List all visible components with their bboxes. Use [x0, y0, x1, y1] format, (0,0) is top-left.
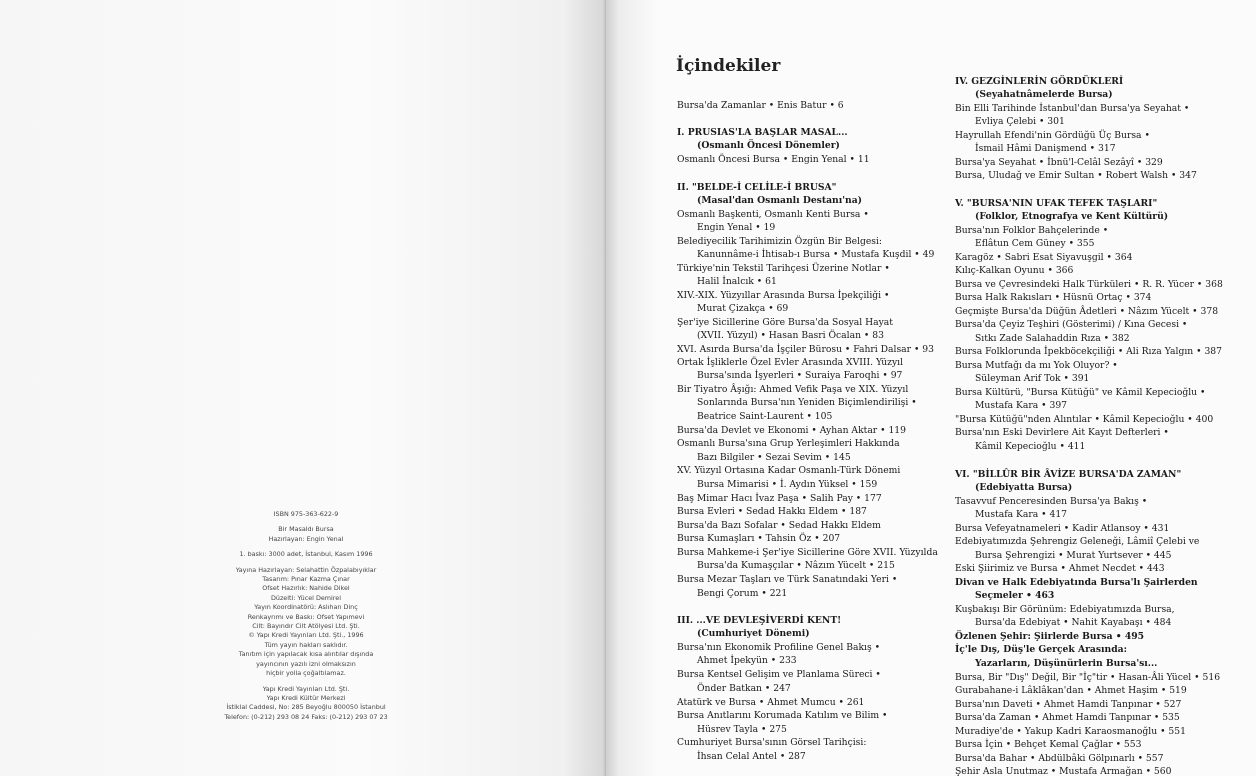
- toc-entry: Osmanlı Öncesi Bursa • Engin Yenal • 11: [677, 154, 870, 165]
- toc-section-heading: VI. "BİLLÛR BİR ÂVİZE BURSA'DA ZAMAN": [955, 469, 1182, 480]
- toc-entry: Kılıç-Kalkan Oyunu • 366: [955, 265, 1074, 276]
- toc-entry: Önder Batkan • 247: [697, 683, 791, 694]
- editor: Hazırlayan: Engin Yenal: [268, 534, 344, 543]
- toc-entry: Bursa Mutfağı da mı Yok Oluyor? •: [955, 360, 1118, 371]
- toc-entry: Mustafa Kara • 397: [975, 400, 1068, 411]
- staff-line: Cilt: Bayındır Cilt Atölyesi Ltd. Şti.: [252, 622, 360, 631]
- staff-line: hiçbir yolla çoğaltılamaz.: [266, 669, 346, 678]
- toc-entry: Bursa'sında İşyerleri • Suraiya Faroqhi • 97: [697, 370, 903, 381]
- toc-entry: Bursa'da Devlet ve Ekonomi • Ayhan Aktar • 119: [677, 425, 906, 436]
- toc-section-subtitle: (Folklor, Etnografya ve Kent Kültürü): [975, 211, 1169, 222]
- toc-entry: (XVII. Yüzyıl) • Hasan Basri Öcalan • 83: [697, 330, 884, 341]
- toc-section-heading: II. "BELDE-İ CELİLE-İ BRUSA": [677, 182, 837, 193]
- toc-entry: Eflâtun Cem Güney • 355: [975, 238, 1095, 249]
- toc-entry: Mustafa Kara • 417: [975, 509, 1068, 520]
- toc-entry: Bursa Mimarisi • İ. Aydın Yüksel • 159: [697, 479, 878, 490]
- toc-entry: Bursa Kentsel Gelişim ve Planlama Süreci •: [677, 669, 881, 680]
- toc-entry: Karagöz • Sabri Esat Siyavuşgil • 364: [955, 252, 1133, 263]
- toc-entry: Bursa'da Zamanlar • Enis Batur • 6: [677, 100, 844, 111]
- toc-section-heading: IV. GEZGİNLERİN GÖRDÜKLERİ: [955, 76, 1124, 87]
- toc-entry: Bursa Şehrengizi • Murat Yurtsever • 445: [975, 550, 1172, 561]
- toc-entry: Bursa'da Zaman • Ahmet Hamdi Tanpınar • 535: [955, 712, 1180, 723]
- toc-section-heading: III. ...VE DEVLEŞİVERDİ KENT!: [677, 615, 842, 626]
- edition: 1. baskı: 3000 adet, İstanbul, Kasım 1996: [239, 550, 373, 559]
- toc-entry: Bursa, Uludağ ve Emir Sultan • Robert Walsh • 347: [955, 170, 1197, 181]
- toc-entry: Bursa'da Çeyiz Teşhiri (Gösterimi) / Kına Gecesi •: [955, 319, 1188, 330]
- toc-entry: Bursa'da Kumaşçılar • Nâzım Yücelt • 215: [697, 560, 895, 571]
- toc-entry: Bursa'nın Ekonomik Profiline Genel Bakış •: [677, 642, 881, 653]
- toc-entry: Hüsrev Tayla • 275: [697, 724, 787, 735]
- toc-entry: Gurabahane-i Lâklâkan'dan • Ahmet Haşim • 519: [955, 685, 1187, 696]
- toc-entry: Murat Çizakça • 69: [697, 303, 789, 314]
- toc-entry: Beatrice Saint-Laurent • 105: [697, 411, 833, 422]
- toc-entry: Eski Şiirimiz ve Bursa • Ahmet Necdet • 443: [955, 563, 1165, 574]
- colophon: [188, 510, 424, 722]
- toc-entry: Bursa Kumaşları • Tahsin Öz • 207: [677, 533, 841, 544]
- staff-line: © Yapı Kredi Yayınları Ltd. Şti., 1996: [248, 631, 364, 640]
- toc-entry: Türkiye'nin Tekstil Tarihçesi Üzerine Notlar •: [677, 263, 890, 274]
- toc-section-subtitle: (Osmanlı Öncesi Dönemler): [697, 140, 840, 151]
- page-title: İçindekiler: [676, 56, 781, 76]
- toc-section-heading: İç'le Dış, Düş'le Gerçek Arasında:: [955, 644, 1128, 655]
- toc-entry: Bursa İçin • Behçet Kemal Çağlar • 553: [955, 739, 1142, 750]
- toc-entry: Bursa Mahkeme-i Şer'iye Sicillerine Göre XVII. Yüzyılda: [677, 547, 938, 558]
- toc-entry: Cumhuriyet Bursa'sının Görsel Tarihçisi:: [677, 737, 867, 748]
- toc-entry: Bengi Çorum • 221: [697, 588, 788, 599]
- toc-entry: Ahmet İpekyün • 233: [697, 655, 797, 666]
- toc-entry: Engin Yenal • 19: [697, 222, 776, 233]
- toc-entry: Bursa Mezar Taşları ve Türk Sanatındaki Yeri •: [677, 574, 898, 585]
- toc-entry: Bursa'nın Folklor Bahçelerinde •: [955, 225, 1109, 236]
- toc-entry: Sonlarında Bursa'nın Yeniden Biçimlendirilişi •: [697, 397, 917, 408]
- staff-line: Yayına Hazırlayan: Selahattin Özpalabıyıklar: [235, 565, 377, 574]
- toc-entry: Evliya Çelebi • 301: [975, 116, 1065, 127]
- toc-section-subtitle: Yazarların, Düşünürlerin Bursa'sı...: [975, 658, 1158, 669]
- toc-section-heading: I. PRUSIAS'LA BAŞLAR MASAL...: [677, 127, 848, 138]
- toc-entry: Bursa, Bir "Dış" Değil, Bir "İç"tir • Hasan-Âli Yücel • 516: [955, 672, 1221, 683]
- toc-entry: Geçmişte Bursa'da Düğün Âdetleri • Nâzım Yücelt • 378: [955, 306, 1219, 317]
- toc-entry: Bursa'da Edebiyat • Nahit Kayabaşı • 484: [975, 617, 1172, 628]
- toc-section-subtitle: (Edebiyatta Bursa): [975, 482, 1073, 493]
- toc-section-subtitle: (Seyahatnâmelerde Bursa): [975, 89, 1113, 100]
- toc-entry: Bursa'nın Daveti • Ahmet Hamdi Tanpınar • 527: [955, 699, 1182, 710]
- toc-entry: Süleyman Arif Tok • 391: [975, 373, 1090, 384]
- staff-line: Düzelti: Yücel Demirel: [270, 593, 342, 602]
- toc-entry: Bursa'nın Eski Devirlere Ait Kayıt Defterleri •: [955, 427, 1169, 438]
- staff-list: [188, 566, 424, 679]
- toc-entry: Bursa Anıtlarını Korumada Katılım ve Bilim •: [677, 710, 888, 721]
- toc-entry: Bursa Halk Rakısları • Hüsnü Ortaç • 374: [955, 292, 1152, 303]
- toc-entry: XV. Yüzyıl Ortasına Kadar Osmanlı-Türk Dönemi: [677, 465, 901, 476]
- toc-entry: Bursa Evleri • Sedad Hakkı Eldem • 187: [677, 506, 867, 517]
- isbn: ISBN 975-363-622-9: [273, 510, 339, 518]
- toc-entry: İsmail Hâmi Danişmend • 317: [975, 143, 1116, 154]
- toc-entry: Bursa Folklorunda İpekböcekçiliği • Ali Rıza Yalgın • 387: [955, 346, 1223, 357]
- publisher-line: Yapı Kredi Kültür Merkezi: [266, 693, 346, 702]
- publisher-line: Telefon: (0-212) 293 08 24 Faks: (0-212) 293 07 23: [224, 712, 388, 721]
- toc-entry: Bursa Kültürü, "Bursa Kütüğü" ve Kâmil Kepecioğlu •: [955, 387, 1206, 398]
- staff-line: Tasarım: Pınar Kazma Çınar: [262, 575, 350, 584]
- toc-entry: Osmanlı Bursa'sına Grup Yerleşimleri Hakkında: [677, 438, 900, 449]
- toc-entry: İhsan Celal Antel • 287: [697, 751, 806, 762]
- toc-section-subtitle: Seçmeler • 463: [975, 590, 1055, 601]
- toc-entry: XIV.-XIX. Yüzyıllar Arasında Bursa İpekçiliği •: [677, 290, 890, 301]
- toc-entry: Bursa Vefeyatnameleri • Kadir Atlansoy • 431: [955, 523, 1170, 534]
- toc-section-subtitle: (Cumhuriyet Dönemi): [697, 628, 810, 639]
- toc-entry: Kâmil Kepecioğlu • 411: [975, 441, 1086, 452]
- toc-entry: Bursa'ya Seyahat • İbnü'l-Celâl Sezâyî • 329: [955, 157, 1163, 168]
- staff-line: Renkayrımı ve Baskı: Ofset Yapımevi: [247, 612, 365, 621]
- staff-line: yayıncının yazılı izni olmaksızın: [256, 659, 356, 668]
- publisher-line: Yapı Kredi Yayınları Ltd. Şti.: [262, 684, 350, 693]
- staff-line: Ofset Hazırlık: Nahide Dikel: [262, 584, 350, 593]
- toc-entry: Bursa'da Bazı Sofalar • Sedad Hakkı Eldem: [677, 520, 881, 531]
- toc-entry: Bazı Bilgiler • Sezai Sevim • 145: [697, 452, 851, 463]
- toc-section-subtitle: (Masal'dan Osmanlı Destanı'na): [697, 195, 863, 206]
- toc-entry: Bir Tiyatro Âşığı: Ahmed Vefik Paşa ve XIX. Yüzyıl: [677, 384, 909, 395]
- toc-entry: XVI. Asırda Bursa'da İşçiler Bürosu • Fahri Dalsar • 93: [677, 344, 934, 355]
- toc-entry: Sıtkı Zade Salahaddin Rıza • 382: [975, 333, 1130, 344]
- publisher-line: İstiklal Caddesi, No: 285 Beyoğlu 800050 İstanbul: [226, 703, 386, 712]
- toc-entry: Halil İnalcık • 61: [697, 276, 777, 287]
- toc-entry: "Bursa Kütüğü"nden Alıntılar • Kâmil Kepecioğlu • 400: [955, 414, 1214, 425]
- toc-entry: Bursa ve Çevresindeki Halk Türküleri • R. R. Yücer • 368: [955, 279, 1223, 290]
- toc-section-heading: Divan ve Halk Edebiyatında Bursa'lı Şairlerden: [955, 577, 1198, 588]
- toc-entry: Bursa'da Bahar • Abdülbâki Gölpınarlı • 557: [955, 753, 1164, 764]
- toc-entry: Baş Mimar Hacı İvaz Paşa • Salih Pay • 177: [677, 493, 882, 504]
- toc-entry: Atatürk ve Bursa • Ahmet Mumcu • 261: [677, 697, 865, 708]
- staff-line: Tüm yayın hakları saklıdır.: [264, 640, 348, 649]
- toc-entry: Hayrullah Efendi'nin Gördüğü Üç Bursa •: [955, 130, 1150, 141]
- toc-entry: Kanunnâme-i İhtisab-ı Bursa • Mustafa Kuşdil • 49: [697, 249, 935, 260]
- toc-entry: Tasavvuf Penceresinden Bursa'ya Bakış •: [955, 496, 1148, 507]
- toc-entry: Muradiye'de • Yakup Kadri Karaosmanoğlu • 551: [955, 726, 1186, 737]
- toc-entry: Belediyecilik Tarihimizin Özgün Bir Belgesi:: [677, 236, 883, 247]
- toc-entry: Şer'iye Sicillerine Göre Bursa'da Sosyal Hayat: [677, 317, 893, 328]
- left-page: [0, 0, 606, 776]
- toc-entry: Osmanlı Başkenti, Osmanlı Kenti Bursa •: [677, 209, 869, 220]
- toc-section-heading: V. "BURSA'NIN UFAK TEFEK TAŞLARI": [955, 198, 1158, 209]
- book-title: Bir Masaldı Bursa: [278, 525, 334, 534]
- toc-section-heading: Özlenen Şehir: Şiirlerde Bursa • 495: [955, 631, 1144, 642]
- staff-line: Yayın Koordinatörü: Aslıhan Dinç: [254, 603, 358, 612]
- staff-line: Tanıtım için yapılacak kısa alıntılar dışında: [238, 650, 374, 659]
- toc-entry: Şehir Asla Unutmaz • Mustafa Armağan • 560: [955, 766, 1172, 776]
- toc-entry: Bin Elli Tarihinde İstanbul'dan Bursa'ya Seyahat •: [955, 103, 1190, 114]
- publisher-info: [188, 685, 424, 723]
- toc-entry: Kuşbakışı Bir Görünüm: Edebiyatımızda Bursa,: [955, 604, 1175, 615]
- toc-entry: Edebiyatımızda Şehrengiz Geleneği, Lâmiî Çelebi ve: [955, 536, 1200, 547]
- toc-entry: Ortak İşliklerle Özel Evler Arasında XVIII. Yüzyıl: [677, 357, 904, 368]
